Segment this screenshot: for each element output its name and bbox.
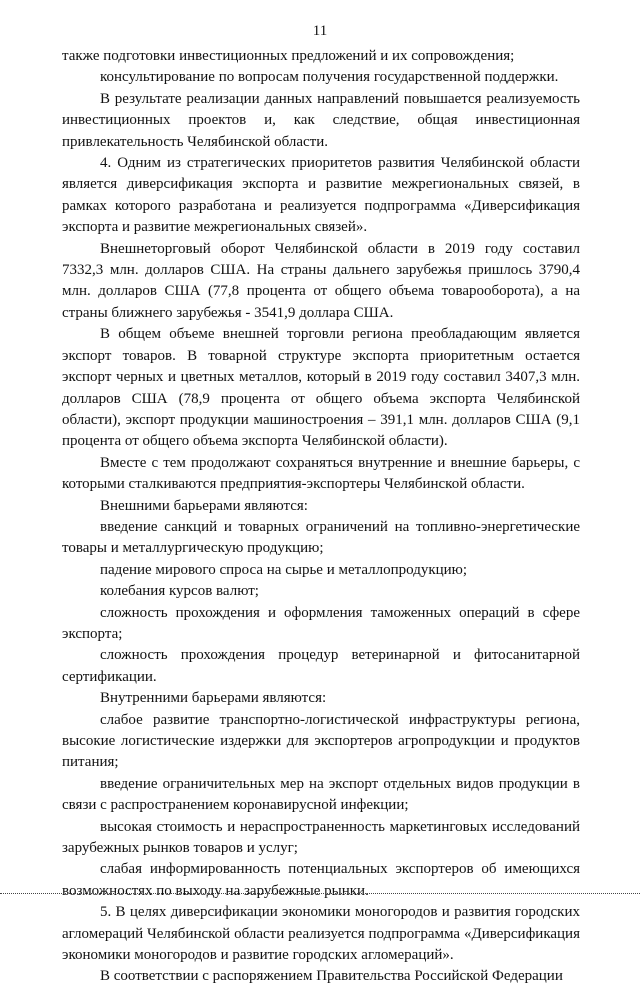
- footer-dotted-rule: [0, 893, 640, 894]
- paragraph: Внешнеторговый оборот Челябинской области в 2019 году составил 7332,3 млн. долларов США. На страны дальнего зарубежья пришлось 3790,4 млн. долларов США (77,8 процента от общего объема товарооборота), а на страны ближнего зарубежья - 3541,9 доллара США.: [62, 240, 580, 321]
- paragraph: слабая информированность потенциальных экспортеров об имеющихся возможностях по выходу на зарубежные рынки.: [62, 861, 580, 899]
- paragraph: Внешними барьерами являются:: [100, 497, 308, 514]
- paragraph: 5. В целях диверсификации экономики моногородов и развития городских агломераций Челябинской области реализуется подпрограмма «Диверсификация экономики моногородов и развитие городских агломераций».: [62, 904, 580, 964]
- paragraph: консультирование по вопросам получения государственной поддержки.: [100, 69, 559, 86]
- paragraph: В соответствии с распоряжением Правительства Российской Федерации: [100, 968, 563, 985]
- paragraph: колебания курсов валют;: [100, 583, 259, 600]
- paragraph: слабое развитие транспортно-логистической инфраструктуры региона, высокие логистические издержки для экспортеров агропродукции и продуктов питания;: [62, 711, 580, 771]
- paragraph: 4. Одним из стратегических приоритетов развития Челябинской области является диверсификация экспорта и развитие межрегиональных связей, в рамках которого разработана и реализуется подпрограмма «Диверсификация экспорта и развитие межрегиональных связей».: [62, 155, 580, 236]
- paragraph: высокая стоимость и нераспространенность маркетинговых исследований зарубежных рынков товаров и услуг;: [62, 818, 580, 857]
- paragraph: В результате реализации данных направлений повышается реализуемость инвестиционных проектов и, как следствие, общая инвестиционная привлекательность Челябинской области.: [62, 90, 580, 150]
- document-body: [62, 46, 580, 988]
- paragraph: падение мирового спроса на сырье и металлопродукцию;: [100, 561, 468, 578]
- paragraph: сложность прохождения процедур ветеринарной и фитосанитарной сертификации.: [62, 647, 580, 685]
- paragraph: В общем объеме внешней торговли региона преобладающим является экспорт товаров. В товарной структуре экспорта приоритетным остается экспорт черных и цветных металлов, который в 2019 году составил 3407,3 млн. долларов США (78,9 процента от общего объема экспорта Челябинской области), экспорт продукции машиностроения – 391,1 млн. долларов США (9,1 процента от общего объема экспорта Челябинской области).: [62, 326, 580, 450]
- paragraph: Вместе с тем продолжают сохраняться внутренние и внешние барьеры, с которыми сталкиваются предприятия-экспортеры Челябинской области.: [62, 454, 580, 493]
- paragraph: сложность прохождения и оформления таможенных операций в сфере экспорта;: [62, 604, 580, 642]
- paragraph: Внутренними барьерами являются:: [100, 690, 327, 707]
- paragraph: введение ограничительных мер на экспорт отдельных видов продукции в связи с распространением коронавирусной инфекции;: [62, 775, 580, 814]
- page-number: 11: [312, 23, 328, 39]
- paragraph: введение санкций и товарных ограничений на топливно-энергетические товары и металлургическую продукцию;: [62, 518, 580, 557]
- paragraph: также подготовки инвестиционных предложений и их сопровождения;: [62, 48, 515, 64]
